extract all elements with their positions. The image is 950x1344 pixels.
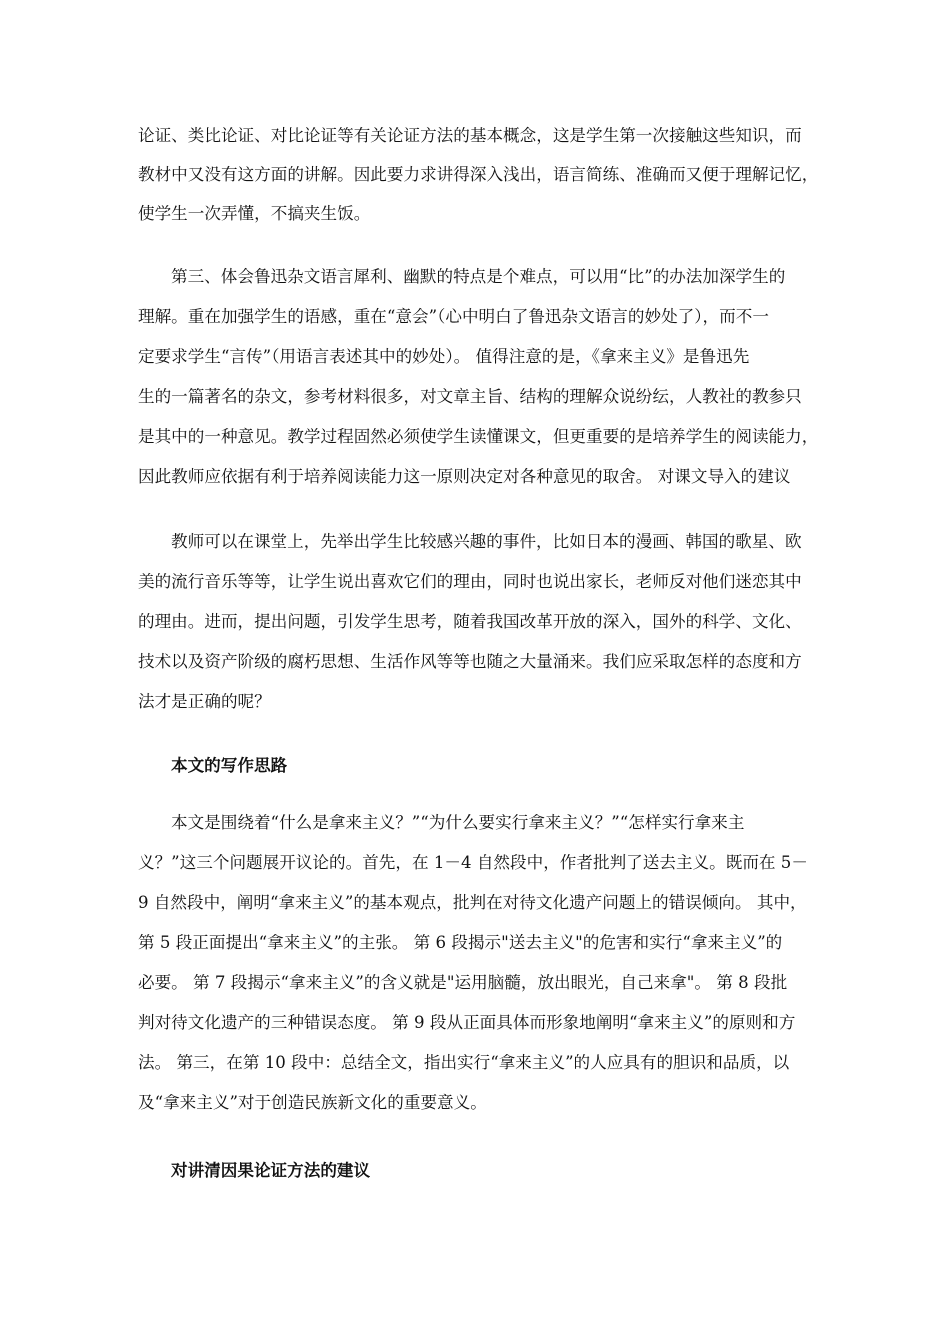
text-line: 论证、类比论证、对比论证等有关论证方法的基本概念，这是学生第一次接触这些知识，而 [138,126,802,145]
section-heading-causal-argument [138,1154,838,1188]
text-line: 的理由。进而，提出问题，引发学生思考，随着我国改革开放的深入，国外的科学、文化、 [138,612,802,631]
text-line: 教材中又没有这方面的讲解。因此要力求讲得深入浅出，语言简练、准确而又便于理解记忆， [138,165,819,184]
section-heading: 本文的写作思路 [171,756,288,775]
text-line: 是其中的一种意见。教学过程固然必须使学生读懂课文，但更重要的是培养学生的阅读能力， [138,427,819,446]
paragraph-writing-approach [138,806,838,1120]
text-line: 第 5 段正面提出“拿来主义”的主张。 第 6 段揭示"送去主义"的危害和实行“拿来主义”的 [138,933,783,952]
text-line: 定要求学生“言传”（用语言表述其中的妙处）。 值得注意的是，《拿来主义》是鲁迅先 [138,347,750,366]
text-line: 本文是围绕着“什么是拿来主义？”“为什么要实行拿来主义？”“怎样实行拿来主 [171,813,745,832]
text-line: 及“拿来主义”对于创造民族新文化的重要意义。 [138,1093,487,1112]
text-line: 9 自然段中，阐明“拿来主义”的基本观点，批判在对待文化遗产问题上的错误倾向。 其中， [138,893,807,912]
paragraph-third-point [138,260,838,494]
text-line: 义？”这三个问题展开议论的。首先，在 1－4 自然段中，作者批判了送去主义。既而在 5－ [138,853,808,872]
text-line: 技术以及资产阶级的腐朽思想、生活作风等等也随之大量涌来。我们应采取怎样的态度和方 [138,652,802,671]
section-heading: 对讲清因果论证方法的建议 [171,1161,371,1180]
text-line: 判对待文化遗产的三种错误态度。 第 9 段从正面具体而形象地阐明“拿来主义”的原则和方 [138,1013,796,1032]
text-line: 生的一篇著名的杂文，参考材料很多，对文章主旨、结构的理解众说纷纭，人教社的教参只 [138,387,802,406]
text-line: 因此教师应依据有利于培养阅读能力这一原则决定对各种意见的取舍。 对课文导入的建议 [138,467,791,486]
text-line: 法。 第三，在第 10 段中：总结全文，指出实行“拿来主义”的人应具有的胆识和品质，以 [138,1053,790,1072]
text-line: 第三、体会鲁迅杂文语言犀利、幽默的特点是个难点，可以用“比”的办法加深学生的 [171,267,786,286]
text-line: 教师可以在课堂上，先举出学生比较感兴趣的事件，比如日本的漫画、韩国的歌星、欧 [171,532,802,551]
section-heading-writing-approach [138,749,838,783]
text-line: 使学生一次弄懂，不搞夹生饭。 [138,204,371,223]
text-line: 理解。重在加强学生的语感，重在“意会”（心中明白了鲁迅杂文语言的妙处了），而不一 [138,307,769,326]
paragraph-lesson-intro [138,525,838,719]
text-line: 必要。 第 7 段揭示“拿来主义”的含义就是"运用脑髓，放出眼光，自己来拿"。 第 8 段批 [138,973,788,992]
text-line: 法才是正确的呢？ [138,692,271,711]
paragraph-argument-methods [138,119,838,231]
text-line: 美的流行音乐等等，让学生说出喜欢它们的理由，同时也说出家长，老师反对他们迷恋其中 [138,572,802,591]
